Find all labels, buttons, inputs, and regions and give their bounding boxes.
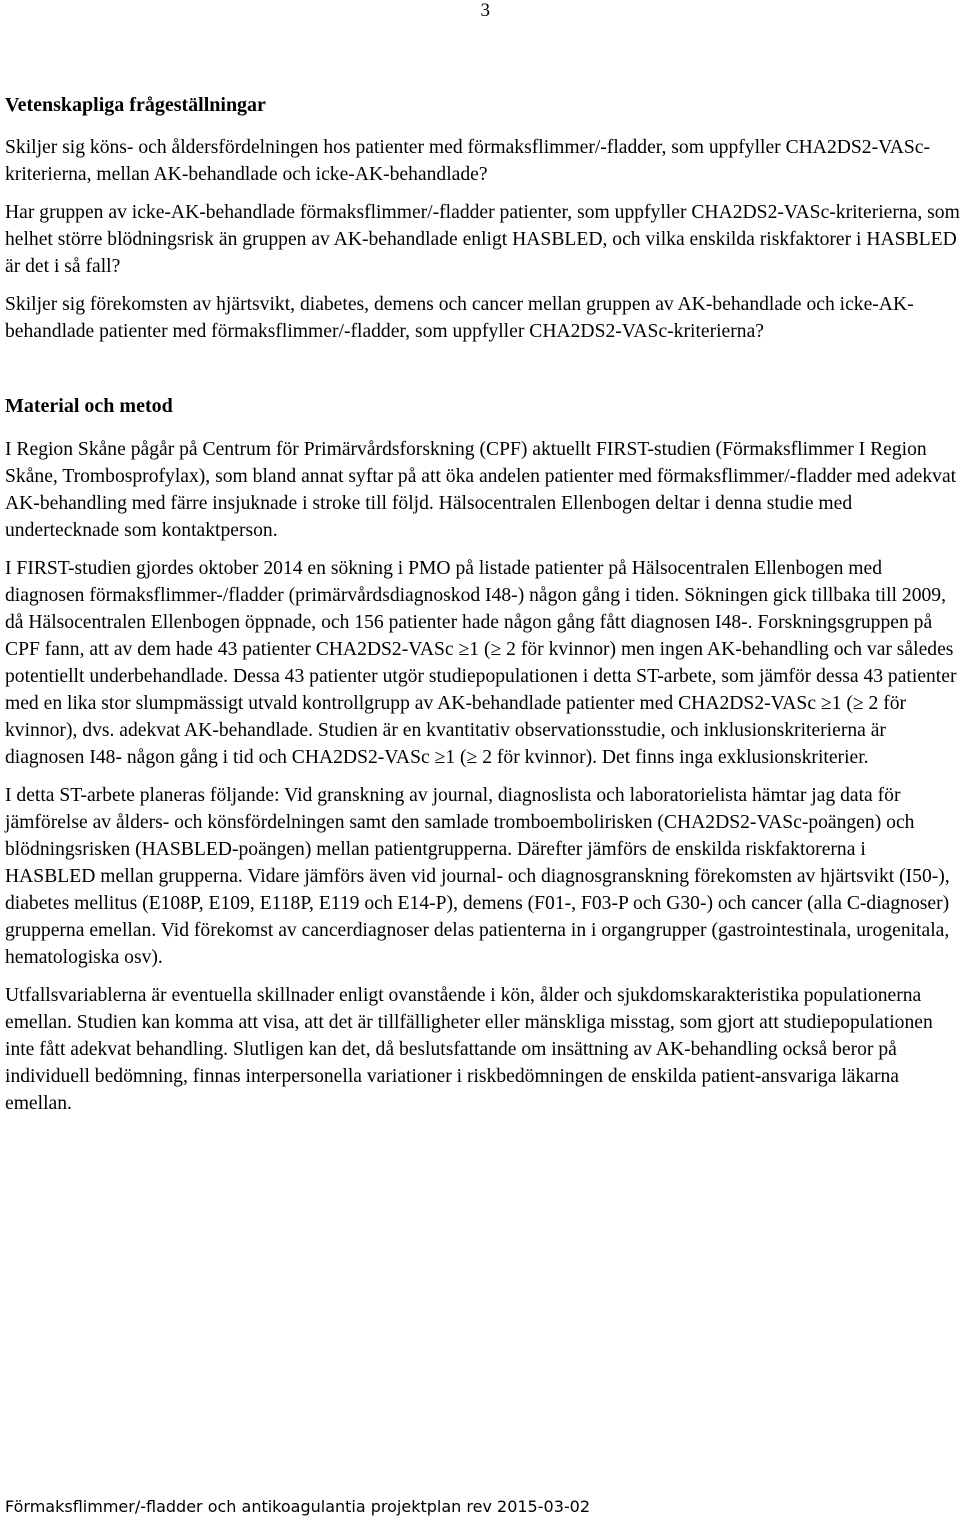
paragraph-method-2: I FIRST-studien gjordes oktober 2014 en sökning i PMO på listade patienter på Hälsocentralen Ellenbogen med diagnosen förmaksflimmer-/fladder (primärvårdsdiagnoskod I48-) någon gång i tiden. Sökningen gick tillbaka till 2009, då Hälsocentralen Ellenbogen öppnade, och 156 patienter hade någon gång fått diagnosen I48-. Forskningsgruppen på CPF fann, att av dem hade 43 patienter CHA2DS2-VASc ≥1 (≥ 2 för kvinnor) men ingen AK-behandling och var således potentiellt underbehandlade. Dessa 43 patienter utgör studiepopulationen i detta ST-arbete, som jämför dessa 43 patienter med en lika stor slumpmässigt utvald kontrollgrupp av AK-behandlade patienter med CHA2DS2-VASc ≥1 (≥ 2 för kvinnor), dvs. adekvat AK-behandlade. Studien är en kvantitativ observationsstudie, och inklusionskriterierna är diagnosen I48- någon gång i tid och CHA2DS2-VASc ≥1 (≥ 2 för kvinnor). Det finns inga exklusionskriterier.: [5, 558, 957, 768]
page-footer: Förmaksflimmer/-fladder och antikoagulantia projektplan rev 2015-03-02: [5, 1497, 590, 1516]
paragraph-question-2: Har gruppen av icke-AK-behandlade förmaksflimmer/-fladder patienter, som uppfyller CHA2DS2-VASc-kriterierna, som helhet större blödningsrisk än gruppen av AK-behandlade enligt HASBLED, och vilka enskilda riskfaktorer i HASBLED är det i så fall?: [5, 202, 960, 277]
paragraph-method-4: Utfallsvariablerna är eventuella skillnader enligt ovanstående i kön, ålder och sjukdomskarakteristika populationerna emellan. Studien kan komma att visa, att det är tillfälligheter eller mänskliga misstag, som gjort att studiepopulationen inte fått adekvat behandling. Slutligen kan det, då beslutsfattande om insättning av AK-behandling också beror på individuell bedömning, finnas interpersonella variationer i riskbedömningen de enskilda patient-ansvariga läkarna emellan.: [5, 985, 933, 1114]
paragraph-question-3: Skiljer sig förekomsten av hjärtsvikt, diabetes, demens och cancer mellan gruppen av AK-behandlade och icke-AK-behandlade patienter med förmaksflimmer/-fladder, som uppfyller CHA2DS2-VASc-kriterierna?: [5, 294, 914, 342]
document-body: [5, 92, 960, 1117]
page-number: 3: [480, 0, 490, 21]
paragraph-question-1: Skiljer sig köns- och åldersfördelningen hos patienter med förmaksflimmer/-fladder, som uppfyller CHA2DS2-VASc-kriterierna, mellan AK-behandlade och icke-AK-behandlade?: [5, 137, 931, 185]
paragraph-method-1: I Region Skåne pågår på Centrum för Primärvårdsforskning (CPF) aktuellt FIRST-studien (Förmaksflimmer I Region Skåne, Trombosprofylax), som bland annat syftar på att öka andelen patienter med förmaksflimmer/-fladder med adekvat AK-behandling med färre insjuknade i stroke till följd. Hälsocentralen Ellenbogen deltar i denna studie med undertecknade som kontaktperson.: [5, 439, 957, 541]
section-heading-method: Material och metod: [5, 395, 173, 417]
paragraph-method-3: I detta ST-arbete planeras följande: Vid granskning av journal, diagnoslista och laboratorielista hämtar jag data för jämförelse av ålders- och könsfördelningen samt den samlade tromboembolirisken (CHA2DS2-VASc-poängen) och blödningsrisken (HASBLED-poängen) mellan patientgrupperna. Därefter jämförs de enskilda riskfaktorerna i HASBLED mellan grupperna. Vidare jämförs även vid journal- och diagnosgranskning förekomsten av hjärtsvikt (I50-), diabetes mellitus (E108P, E109, E118P, E119 och E14-P), demens (F01-, F03-P och G30-) och cancer (alla C-diagnoser) grupperna emellan. Vid förekomst av cancerdiagnoser delas patienterna in i organgrupper (gastrointestinala, urogenitala, hematologiska osv).: [5, 785, 950, 968]
section-heading-questions: Vetenskapliga frågeställningar: [5, 94, 266, 116]
